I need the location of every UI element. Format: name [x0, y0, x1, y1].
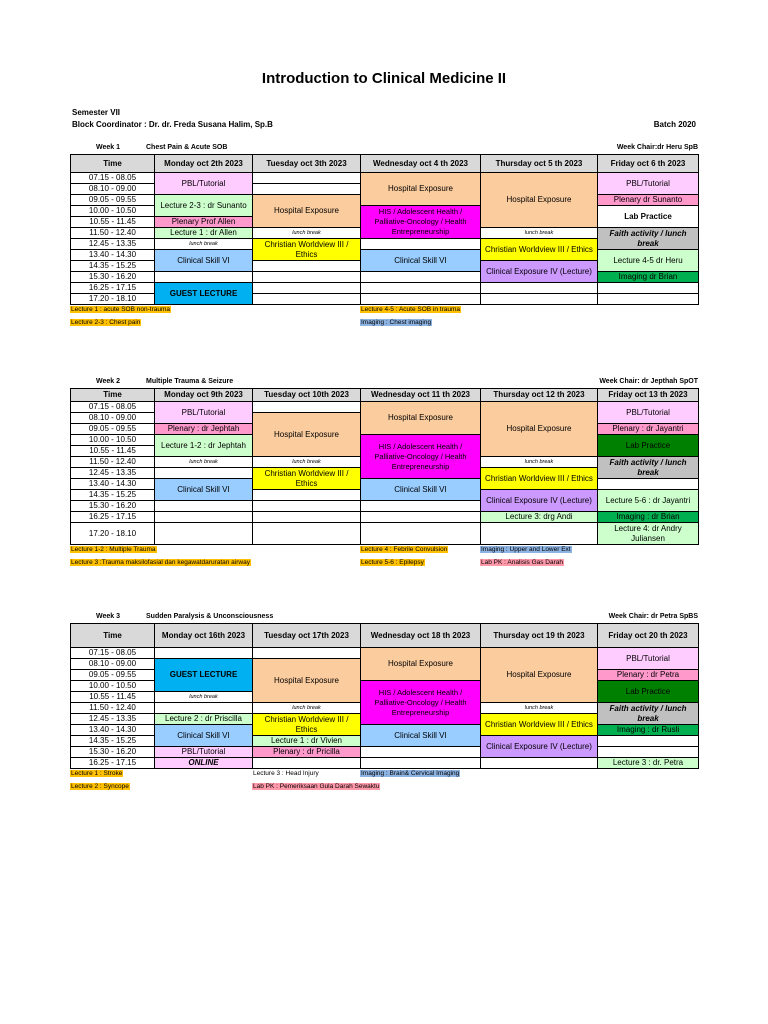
session-cell: Faith activity / lunch break: [598, 457, 699, 479]
empty-slot: [155, 648, 253, 659]
session-cell: Lecture 2-3 : dr Sunanto: [155, 195, 253, 217]
time-slot: 10.55 - 11.45: [71, 692, 155, 703]
time-slot: 10.00 - 10.50: [71, 435, 155, 446]
legend-note: Lecture 1 : acute SOB non-trauma: [71, 306, 170, 313]
session-cell: Hospital Exposure: [253, 195, 361, 228]
week-heading: [70, 143, 698, 154]
legend-note: Lecture 2-3 : Chest pain: [71, 319, 141, 326]
session-cell: PBL/Tutorial: [155, 402, 253, 424]
legend-row: [70, 769, 698, 782]
empty-slot: [361, 512, 481, 523]
session-cell: Imaging dr Brian: [598, 272, 699, 283]
document-title: Introduction to Clinical Medicine II: [261, 70, 507, 87]
session-cell: Hospital Exposure: [481, 173, 598, 228]
legend-note: Lecture 4-5 : Acute SOB in trauma: [361, 306, 460, 313]
week-chair: Week Chair: dr Jepthah SpOT: [599, 378, 698, 385]
session-cell: HIS / Adolescent Health / Palliative-Oncology / Health Entrepreneurship: [361, 206, 481, 239]
week-theme: Multiple Trauma & Seizure: [146, 378, 234, 385]
day-header: Friday oct 20 th 2023: [598, 624, 699, 648]
legend-row: [70, 558, 698, 571]
session-cell: GUEST LECTURE: [155, 283, 253, 305]
session-cell: Christian Worldview III / Ethics: [481, 468, 598, 490]
session-cell: Christian Worldview III / Ethics: [253, 714, 361, 736]
session-cell: Lab Practice: [598, 206, 699, 228]
empty-slot: [253, 184, 361, 195]
time-slot: 08.10 - 09.00: [71, 659, 155, 670]
session-cell: Plenary : dr Jephtah: [155, 424, 253, 435]
time-slot: 13.40 - 14.30: [71, 725, 155, 736]
day-header: Friday oct 13 th 2023: [598, 389, 699, 402]
session-cell: Lecture 1 : dr Vivien: [253, 736, 361, 747]
session-cell: lunch break: [253, 457, 361, 468]
empty-slot: [253, 758, 361, 769]
empty-slot: [481, 283, 598, 294]
legend-note: Lecture 4 : Febrile Convulsion: [361, 546, 448, 553]
empty-slot: [253, 261, 361, 272]
empty-slot: [361, 272, 481, 283]
session-cell: Clinical Skill VI: [361, 250, 481, 272]
empty-slot: [598, 736, 699, 747]
time-header: Time: [71, 389, 155, 402]
legend-row: [70, 318, 698, 331]
week-theme: Chest Pain & Acute SOB: [146, 144, 228, 151]
time-slot: 08.10 - 09.00: [71, 413, 155, 424]
session-cell: PBL/Tutorial: [598, 402, 699, 424]
session-cell: Lecture 1 : dr Allen: [155, 228, 253, 239]
empty-slot: [253, 402, 361, 413]
session-cell: ONLINE: [155, 758, 253, 769]
time-slot: 10.00 - 10.50: [71, 206, 155, 217]
session-cell: lunch break: [253, 228, 361, 239]
empty-slot: [361, 294, 481, 305]
day-header: Thursday oct 5 th 2023: [481, 155, 598, 173]
session-cell: Lecture 3: drg Andi: [481, 512, 598, 523]
session-cell: Lecture 4: dr Andry Juliansen: [598, 523, 699, 545]
session-cell: Hospital Exposure: [481, 648, 598, 703]
empty-slot: [155, 512, 253, 523]
time-slot: 16.25 - 17.15: [71, 512, 155, 523]
week-label: Week 2: [96, 378, 120, 385]
week-section: [70, 612, 698, 795]
time-slot: 10.55 - 11.45: [71, 446, 155, 457]
time-slot: 10.00 - 10.50: [71, 681, 155, 692]
session-cell: Plenary dr Sunanto: [598, 195, 699, 206]
week-label: Week 3: [96, 613, 120, 620]
session-cell: Christian Worldview III / Ethics: [481, 714, 598, 736]
day-header: Thursday oct 19 th 2023: [481, 624, 598, 648]
session-cell: PBL/Tutorial: [155, 173, 253, 195]
session-cell: lunch break: [481, 457, 598, 468]
session-cell: Clinical Skill VI: [361, 479, 481, 501]
session-cell: Hospital Exposure: [253, 659, 361, 703]
empty-slot: [361, 523, 481, 545]
time-slot: 11.50 - 12.40: [71, 703, 155, 714]
empty-slot: [598, 283, 699, 294]
schedule-table: [70, 388, 699, 545]
session-cell: lunch break: [155, 239, 253, 250]
empty-slot: [253, 490, 361, 501]
time-slot: 14.35 - 15.25: [71, 261, 155, 272]
empty-slot: [253, 173, 361, 184]
day-header: Friday oct 6 th 2023: [598, 155, 699, 173]
legend-note: Imaging : Brain& Cervical Imaging: [361, 770, 460, 777]
empty-slot: [598, 479, 699, 490]
session-cell: Hospital Exposure: [361, 648, 481, 681]
session-cell: Imaging : dr Rusli: [598, 725, 699, 736]
day-header: Tuesday oct 10th 2023: [253, 389, 361, 402]
week-theme: Sudden Paralysis & Unconsciousness: [146, 613, 274, 620]
time-slot: 14.35 - 15.25: [71, 736, 155, 747]
session-cell: Hospital Exposure: [481, 402, 598, 457]
legend-note: Lab PK : Analisis Gas Darah: [481, 559, 564, 566]
time-header: Time: [71, 155, 155, 173]
session-cell: Lab Practice: [598, 435, 699, 457]
session-cell: Plenary : dr Pricilla: [253, 747, 361, 758]
empty-slot: [481, 294, 598, 305]
session-cell: Clinical Skill VI: [155, 250, 253, 272]
session-cell: PBL/Tutorial: [155, 747, 253, 758]
block-coordinator: Block Coordinator : Dr. dr. Freda Susana Halim, Sp.B: [72, 120, 273, 129]
empty-slot: [361, 747, 481, 758]
time-slot: 07.15 - 08.05: [71, 648, 155, 659]
day-header: Monday oct 2th 2023: [155, 155, 253, 173]
week-heading: [70, 377, 698, 388]
session-cell: Plenary : dr Petra: [598, 670, 699, 681]
session-cell: lunch break: [481, 228, 598, 239]
session-cell: Lecture 2 : dr Priscilla: [155, 714, 253, 725]
session-cell: Hospital Exposure: [253, 413, 361, 457]
empty-slot: [481, 758, 598, 769]
legend-note: Lab PK : Pemeriksaan Gula Darah Sewaktu: [253, 783, 380, 790]
empty-slot: [361, 501, 481, 512]
time-slot: 15.30 - 16.20: [71, 747, 155, 758]
legend-note: Lecture 2 : Syncope: [71, 783, 129, 790]
week-chair: Week Chair: dr Petra SpBS: [608, 613, 698, 620]
empty-slot: [598, 747, 699, 758]
time-slot: 12.45 - 13.35: [71, 468, 155, 479]
time-slot: 13.40 - 14.30: [71, 479, 155, 490]
week-chair: Week Chair:dr Heru SpB: [616, 144, 698, 151]
time-slot: 14.35 - 15.25: [71, 490, 155, 501]
time-slot: 12.45 - 13.35: [71, 714, 155, 725]
session-cell: Hospital Exposure: [361, 173, 481, 206]
session-cell: Lecture 5-6 : dr Jayantri: [598, 490, 699, 512]
session-cell: lunch break: [253, 703, 361, 714]
session-cell: Hospital Exposure: [361, 402, 481, 435]
time-slot: 15.30 - 16.20: [71, 501, 155, 512]
day-header: Tuesday oct 17th 2023: [253, 624, 361, 648]
legend-note: Imaging : Chest imaging: [361, 319, 432, 326]
time-slot: 16.25 - 17.15: [71, 283, 155, 294]
time-slot: 09.05 - 09.55: [71, 195, 155, 206]
time-slot: 16.25 - 17.15: [71, 758, 155, 769]
day-header: Thursday oct 12 th 2023: [481, 389, 598, 402]
legend-note: Lecture 1 : Stroke: [71, 770, 123, 777]
time-slot: 07.15 - 08.05: [71, 402, 155, 413]
session-cell: lunch break: [155, 457, 253, 468]
legend-note: Lecture 1-2 : Multiple Trauma: [71, 546, 156, 553]
session-cell: Clinical Exposure IV (Lecture): [481, 490, 598, 512]
empty-slot: [253, 294, 361, 305]
empty-slot: [253, 523, 361, 545]
legend-note: Lecture 3 : Head Injury: [253, 770, 319, 777]
time-header: Time: [71, 624, 155, 648]
empty-slot: [361, 758, 481, 769]
session-cell: Clinical Skill VI: [361, 725, 481, 747]
session-cell: Faith activity / lunch break: [598, 228, 699, 250]
time-slot: 13.40 - 14.30: [71, 250, 155, 261]
time-slot: 09.05 - 09.55: [71, 424, 155, 435]
session-cell: HIS / Adolescent Health / Palliative-Oncology / Health Entrepreneurship: [361, 681, 481, 725]
session-cell: Clinical Skill VI: [155, 479, 253, 501]
empty-slot: [598, 294, 699, 305]
empty-slot: [253, 501, 361, 512]
legend-note: Lecture 3 :Trauma maksilofasial dan kegawatdaruratan airway: [71, 559, 250, 566]
empty-slot: [253, 283, 361, 294]
time-slot: 12.45 - 13.35: [71, 239, 155, 250]
week-section: [70, 143, 698, 331]
session-cell: Lecture 1-2 : dr Jephtah: [155, 435, 253, 457]
empty-slot: [155, 468, 253, 479]
empty-slot: [155, 272, 253, 283]
session-cell: Lecture 3 : dr. Petra: [598, 758, 699, 769]
session-cell: Lab Practice: [598, 681, 699, 703]
day-header: Wednesday oct 11 th 2023: [361, 389, 481, 402]
time-slot: 15.30 - 16.20: [71, 272, 155, 283]
semester-label: Semester VII: [72, 108, 121, 117]
empty-slot: [155, 703, 253, 714]
session-cell: PBL/Tutorial: [598, 648, 699, 670]
session-cell: Imaging : dr Brian: [598, 512, 699, 523]
legend-note: Imaging : Upper and Lower Ext: [481, 546, 571, 553]
week-section: [70, 377, 698, 571]
time-slot: 11.50 - 12.40: [71, 228, 155, 239]
session-cell: Lecture 4-5 dr Heru: [598, 250, 699, 272]
time-slot: 08.10 - 09.00: [71, 184, 155, 195]
empty-slot: [155, 501, 253, 512]
day-header: Monday oct 9th 2023: [155, 389, 253, 402]
time-slot: 10.55 - 11.45: [71, 217, 155, 228]
day-header: Tuesday oct 3th 2023: [253, 155, 361, 173]
session-cell: HIS / Adolescent Health / Palliative-Oncology / Health Entrepreneurship: [361, 435, 481, 479]
schedule-table: [70, 154, 699, 305]
session-cell: Christian Worldview III / Ethics: [253, 239, 361, 261]
session-cell: Clinical Skill VI: [155, 725, 253, 747]
session-cell: lunch break: [481, 703, 598, 714]
time-slot: 09.05 - 09.55: [71, 670, 155, 681]
empty-slot: [361, 239, 481, 250]
empty-slot: [481, 523, 598, 545]
time-slot: 07.15 - 08.05: [71, 173, 155, 184]
empty-slot: [361, 283, 481, 294]
legend-row: [70, 782, 698, 795]
session-cell: Christian Worldview III / Ethics: [481, 239, 598, 261]
session-cell: Plenary Prof Allen: [155, 217, 253, 228]
day-header: Wednesday oct 18 th 2023: [361, 624, 481, 648]
week-label: Week 1: [96, 144, 120, 151]
legend-row: [70, 545, 698, 558]
time-slot: 17.20 - 18.10: [71, 523, 155, 545]
session-cell: lunch break: [155, 692, 253, 703]
empty-slot: [253, 648, 361, 659]
session-cell: Christian Worldview III / Ethics: [253, 468, 361, 490]
empty-slot: [253, 272, 361, 283]
session-cell: Clinical Exposure IV (Lecture): [481, 261, 598, 283]
session-cell: Faith activity / lunch break: [598, 703, 699, 725]
time-slot: 17.20 - 18.10: [71, 294, 155, 305]
week-heading: [70, 612, 698, 623]
batch-label: Batch 2020: [653, 120, 696, 129]
session-cell: Plenary : dr Jayantri: [598, 424, 699, 435]
schedule-table: [70, 623, 699, 769]
legend-row: [70, 305, 698, 318]
session-cell: PBL/Tutorial: [598, 173, 699, 195]
empty-slot: [155, 523, 253, 545]
session-cell: Clinical Exposure IV (Lecture): [481, 736, 598, 758]
session-cell: GUEST LECTURE: [155, 659, 253, 692]
legend-note: Lecture 5-6 : Epilepsy: [361, 559, 424, 566]
empty-slot: [253, 512, 361, 523]
day-header: Monday oct 16th 2023: [155, 624, 253, 648]
day-header: Wednesday oct 4 th 2023: [361, 155, 481, 173]
time-slot: 11.50 - 12.40: [71, 457, 155, 468]
